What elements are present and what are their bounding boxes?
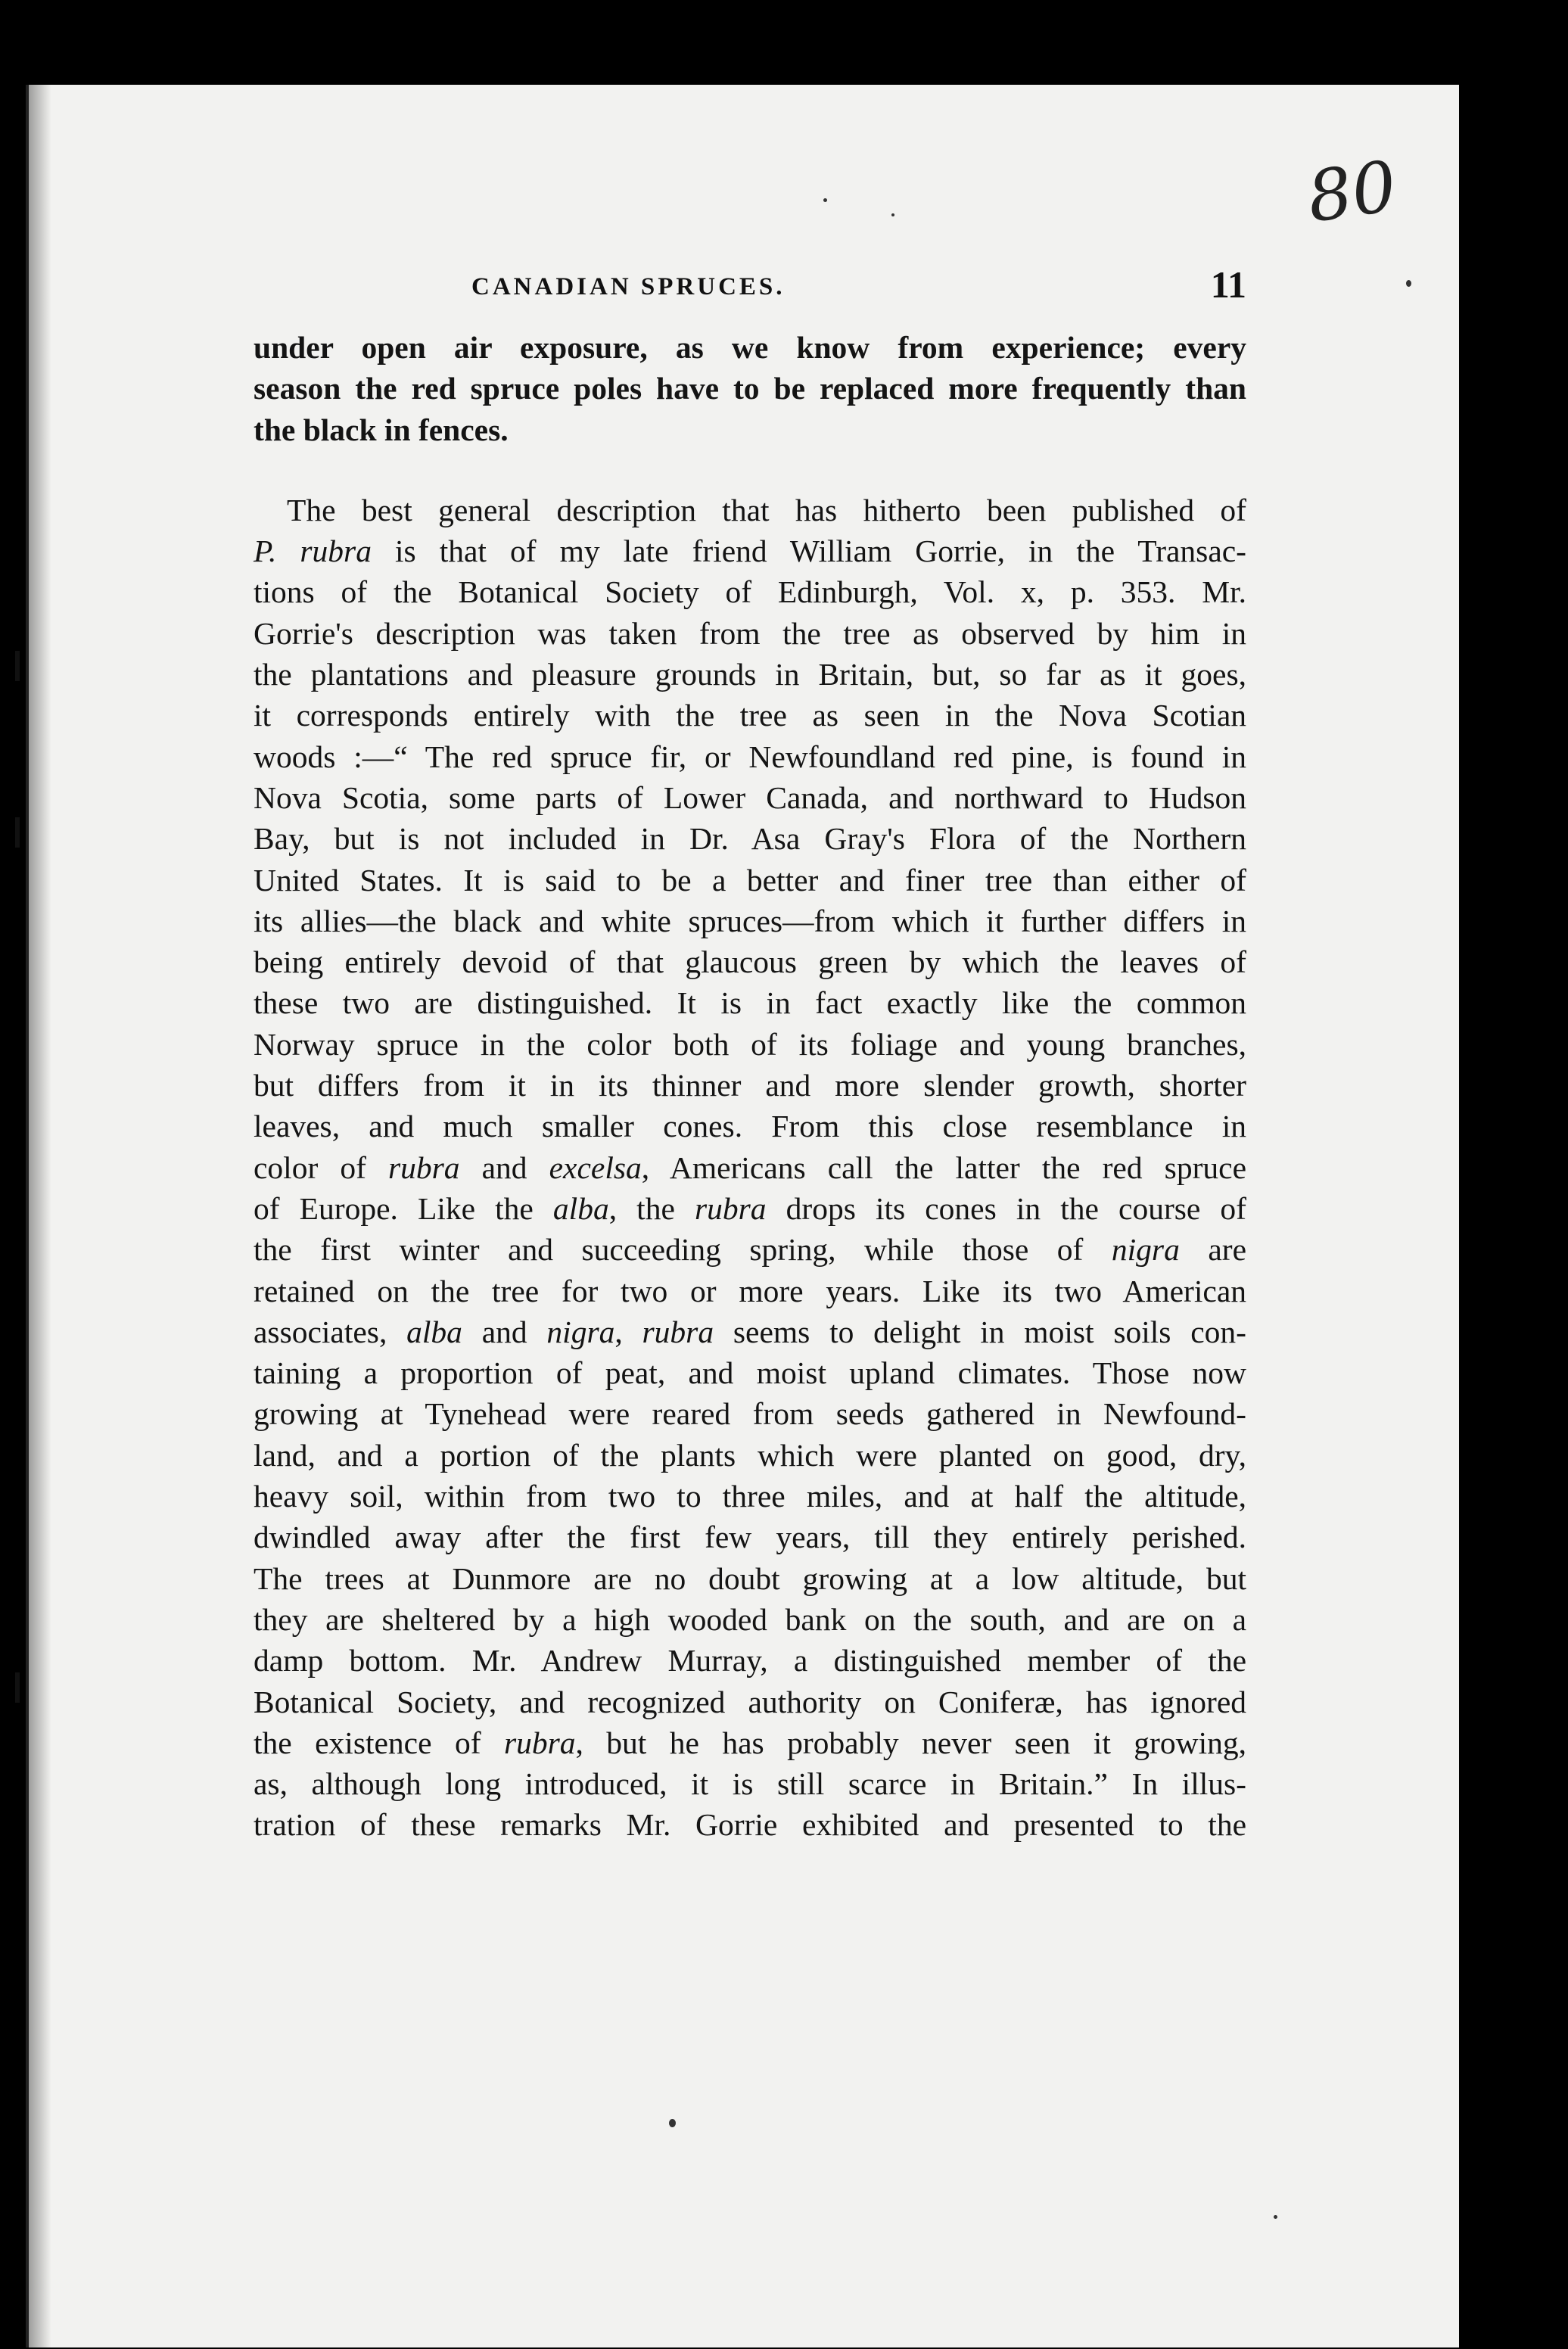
handwritten-folio-number: 80 <box>1302 145 1402 238</box>
binding-mark <box>15 817 20 848</box>
dust-speck <box>1406 280 1411 287</box>
paragraph-continued <box>254 327 1246 450</box>
text-line: being entirely devoid of that glaucous green by which the leaves of <box>254 944 1246 980</box>
paragraph-gap <box>254 450 1246 490</box>
page-number: 11 <box>1210 263 1246 306</box>
text-line: it corresponds entirely with the tree as seen in the Nova Scotian <box>254 698 1246 733</box>
text-line: United States. It is said to be a better and finer tree than either of <box>254 862 1246 898</box>
text-line: color of rubra and excelsa, Americans call the latter the red spruce <box>254 1150 1246 1185</box>
text-line: leaves, and much smaller cones. From this close resemblance in <box>254 1109 1246 1144</box>
dust-speck <box>1274 2215 1277 2219</box>
text-line: Norway spruce in the color both of its foliage and young branches, <box>254 1026 1246 1062</box>
text-line: Nova Scotia, some parts of Lower Canada, and northward to Hudson <box>254 779 1246 815</box>
dust-speck <box>669 2119 676 2127</box>
text-line: retained on the tree for two or more years. Like its two American <box>254 1273 1246 1308</box>
text-line: Gorrie's description was taken from the tree as observed by him in <box>254 615 1246 651</box>
text-line: Botanical Society, and recognized authority on Coniferæ, has ignored <box>254 1684 1246 1719</box>
text-line: associates, alba and nigra, rubra seems to delight in moist soils con- <box>254 1314 1246 1349</box>
text-line: damp bottom. Mr. Andrew Murray, a distinguished member of the <box>254 1643 1246 1679</box>
text-line: the plantations and pleasure grounds in Britain, but, so far as it goes, <box>254 657 1246 692</box>
paragraph-description <box>254 490 1246 1846</box>
text-line: The trees at Dunmore are no doubt growing at a low altitude, but <box>254 1560 1246 1596</box>
text-line: under open air exposure, as we know from experience; every <box>254 330 1246 365</box>
text-line: season the red spruce poles have to be replaced more frequently than <box>254 371 1246 406</box>
text-line: but differs from it in its thinner and more slender growth, shorter <box>254 1068 1246 1103</box>
text-line: P. rubra is that of my late friend William Gorrie, in the Transac- <box>254 534 1246 569</box>
text-line: its allies—the black and white spruces—from which it further differs in <box>254 903 1246 938</box>
text-line: taining a proportion of peat, and moist upland climates. Those now <box>254 1355 1246 1391</box>
text-line: the black in fences. <box>254 412 509 447</box>
text-line: woods :—“ The red spruce fir, or Newfoundland red pine, is found in <box>254 739 1246 774</box>
text-line: these two are distinguished. It is in fact exactly like the common <box>254 985 1246 1021</box>
page-header <box>254 263 1246 322</box>
page-edge-shadow <box>29 85 51 2347</box>
text-line: dwindled away after the first few years, till they entirely perished. <box>254 1520 1246 1555</box>
text-line: tions of the Botanical Society of Edinburgh, Vol. x, p. 353. Mr. <box>254 574 1246 610</box>
body-text <box>254 327 1246 1846</box>
running-title: CANADIAN SPRUCES. <box>471 273 786 300</box>
binding-mark <box>15 651 20 681</box>
dust-speck <box>891 213 894 216</box>
text-line: the first winter and succeeding spring, while those of nigra are <box>254 1232 1246 1268</box>
text-line: as, although long introduced, it is still scarce in Britain.” In illus- <box>254 1766 1246 1802</box>
binding-mark <box>15 1672 20 1703</box>
text-line: tration of these remarks Mr. Gorrie exhibited and presented to the <box>254 1807 1246 1843</box>
text-line: of Europe. Like the alba, the rubra drops its cones in the course of <box>254 1190 1246 1226</box>
text-line: The best general description that has hitherto been published of <box>287 492 1246 527</box>
text-line: the existence of rubra, but he has probably never seen it growing, <box>254 1725 1246 1760</box>
dust-speck <box>823 198 827 202</box>
text-line: heavy soil, within from two to three miles, and at half the altitude, <box>254 1479 1246 1514</box>
text-line: they are sheltered by a high wooded bank on the south, and are on a <box>254 1601 1246 1637</box>
text-line: growing at Tynehead were reared from seeds gathered in Newfound- <box>254 1396 1246 1432</box>
text-line: Bay, but is not included in Dr. Asa Gray's Flora of the Northern <box>254 821 1246 857</box>
text-line: land, and a portion of the plants which were planted on good, dry, <box>254 1437 1246 1473</box>
